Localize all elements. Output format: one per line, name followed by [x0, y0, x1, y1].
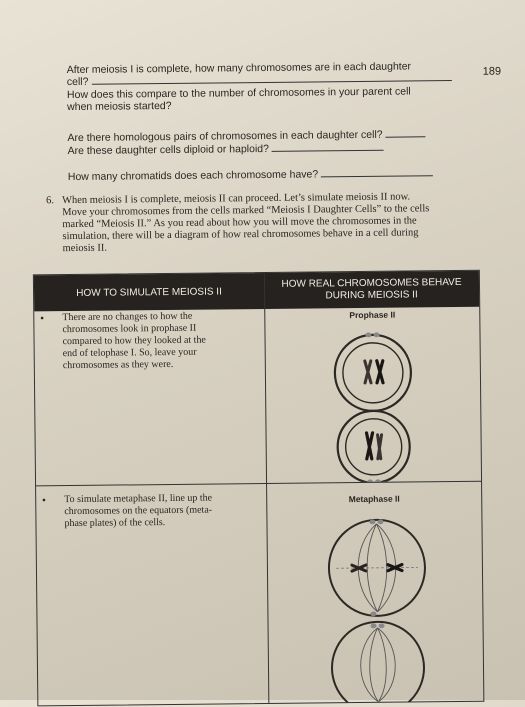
- chromosome-icon: [388, 565, 402, 571]
- metaphase-ii-label: Metaphase II: [348, 493, 400, 505]
- header-right: [264, 271, 479, 309]
- row2-line: To simulate metaphase II, line up the: [64, 492, 213, 506]
- item-6-number: 6.: [46, 195, 55, 207]
- row2-line: chromosomes on the equators (meta-: [64, 504, 213, 518]
- metaphase-plate: [336, 567, 418, 568]
- question-4-text: Are these daughter cells diploid or haploid?: [67, 142, 270, 158]
- chromosome-icon: [367, 433, 373, 459]
- cell-membrane-bottom: [332, 621, 425, 702]
- answer-blank-3[interactable]: [385, 128, 425, 137]
- centriole-icon: [373, 332, 379, 337]
- row2-line: phase plates) of the cells.: [64, 517, 166, 530]
- row1-line: chromosomes look in prophase II: [62, 322, 197, 336]
- nucleus-top: [343, 343, 404, 404]
- item-6-line: meiosis II.: [62, 242, 107, 255]
- row2-instructions: [64, 492, 264, 530]
- row2-bullet: •: [42, 495, 46, 507]
- question-1-line2: cell?: [66, 75, 89, 89]
- chromosome-icon: [377, 361, 383, 383]
- question-2: [67, 85, 411, 113]
- cell-membrane-top: [335, 334, 412, 411]
- centriole-icon: [379, 623, 385, 628]
- meiosis-table: [33, 270, 484, 707]
- centriole-icon: [371, 623, 377, 628]
- row-divider: [36, 481, 481, 487]
- prophase-ii-label: Prophase II: [349, 309, 396, 321]
- item-6: [46, 191, 467, 255]
- spindle-fibers: [360, 628, 395, 702]
- question-1: [67, 60, 452, 88]
- question-2-line2: when meiosis started?: [67, 99, 172, 114]
- question-4: [68, 142, 384, 157]
- item-6-line: When meiosis I is complete, meiosis II can proceed. Let’s simulate meiosis II now.: [62, 191, 411, 207]
- row1-line: chromosomes as they were.: [62, 358, 174, 372]
- row1-line: There are no changes to how the: [62, 310, 193, 324]
- question-2-line1: How does this compare to the number of chromosomes in your parent cell: [66, 85, 411, 102]
- question-1-line1: After meiosis I is complete, how many chromosomes are in each daughter: [66, 60, 412, 77]
- header-right-line1: HOW REAL CHROMOSOMES BEHAVE: [281, 276, 462, 290]
- item-6-line: simulation, there will be a diagram of how real chromosomes behave in a cell during: [62, 227, 419, 243]
- row1-instructions: [62, 310, 263, 372]
- row1-line: compared to how they looked at the: [62, 334, 206, 348]
- column-divider: [264, 273, 270, 703]
- nucleus-bottom: [345, 419, 402, 476]
- centriole-icon: [365, 332, 371, 337]
- item-6-line: marked “Meiosis II.” As you read about how you will move the chromosomes in the: [62, 215, 417, 231]
- prophase-ii-diagram: [324, 326, 426, 482]
- chromosome-icon: [365, 361, 371, 383]
- chromosome-icon: [378, 435, 382, 459]
- item-6-line: Move your chromosomes from the cells marked “Meiosis I Daughter Cells” to the cells: [62, 203, 430, 219]
- header-right-line2: DURING MEIOSIS II: [325, 289, 418, 302]
- answer-blank-4[interactable]: [272, 142, 384, 152]
- header-left: HOW TO SIMULATE MEIOSIS II: [76, 285, 222, 299]
- answer-blank-5[interactable]: [321, 167, 433, 177]
- table-header: [34, 271, 479, 312]
- row1-line: end of telophase I. So, leave your: [62, 346, 197, 360]
- page-number: 189: [482, 65, 502, 78]
- cell-membrane-bottom: [337, 410, 410, 482]
- question-5: [68, 167, 433, 183]
- question-5-text: How many chromatids does each chromosome have?: [67, 168, 319, 184]
- row1-bullet: •: [40, 313, 44, 325]
- question-3-text: Are there homologous pairs of chromosomes in each daughter cell?: [67, 128, 383, 145]
- metaphase-ii-diagram: [321, 505, 438, 702]
